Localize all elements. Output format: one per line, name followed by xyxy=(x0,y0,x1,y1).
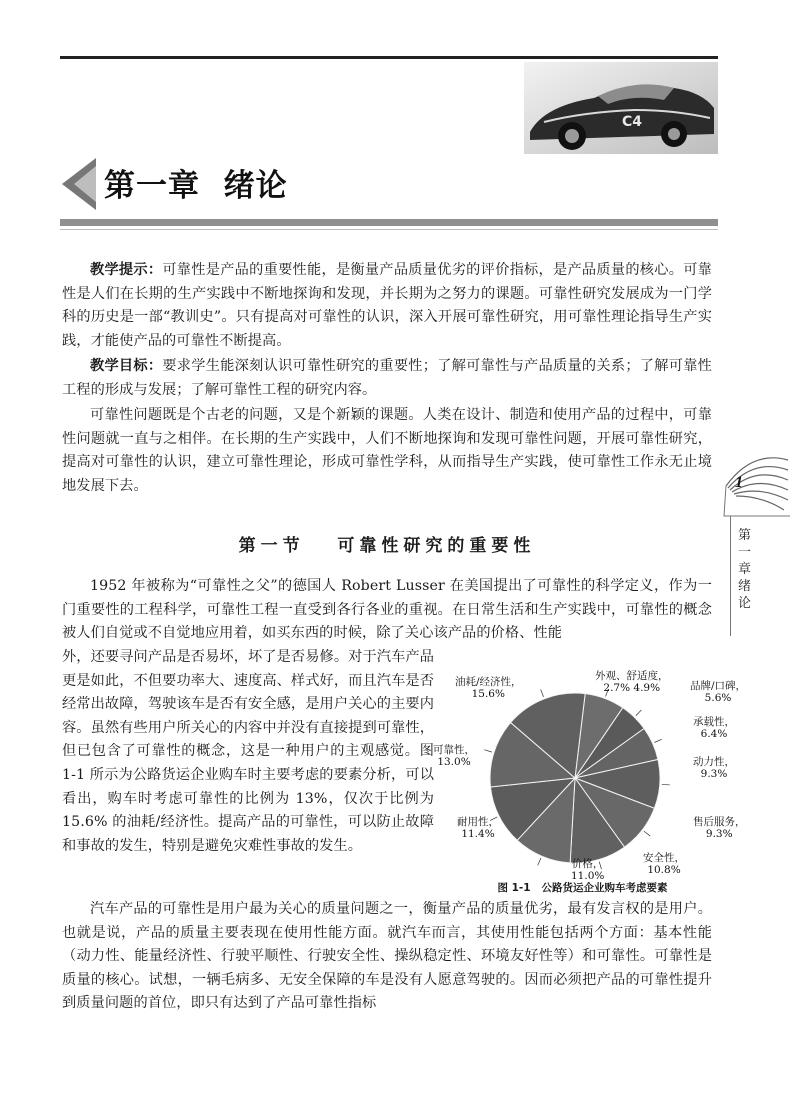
pie-label-value: 13.0% xyxy=(437,756,471,768)
pie-label-value: 11.4% xyxy=(461,828,495,840)
shell-ornament-icon xyxy=(722,450,790,520)
pie-label xyxy=(693,816,746,840)
pie-label-category: 耐用性， xyxy=(457,816,499,828)
chapter-rule-thin xyxy=(60,229,718,230)
side-rule xyxy=(730,516,731,636)
pie-label xyxy=(571,858,604,882)
pie-label xyxy=(693,756,735,780)
pie-leader-line xyxy=(644,831,650,836)
pie-label-category: 安全性， xyxy=(643,852,685,864)
pie-leader-line xyxy=(541,689,544,696)
figure-caption: 图 1-1 公路货运企业购车考虑要素 xyxy=(497,882,668,894)
pie-label-category: 价格， xyxy=(571,858,604,870)
car-banner-image xyxy=(524,62,718,154)
pie-label xyxy=(643,852,685,876)
page-number: 1 xyxy=(735,474,743,491)
pie-label-value: 2.7% 4.9% xyxy=(603,682,661,694)
pie-label-value: 10.8% xyxy=(647,864,681,876)
pie-label-value: 6.4% xyxy=(700,728,728,740)
pie-label-value: 9.3% xyxy=(705,828,733,840)
pie-label xyxy=(457,816,499,840)
pie-label xyxy=(433,744,475,768)
pie-leader-line xyxy=(654,739,661,742)
pie-label-category: 油耗/经济性， xyxy=(455,676,522,688)
pie-label xyxy=(455,676,522,700)
pie-label-value: 15.6% xyxy=(471,688,505,700)
teaching-goal-paragraph xyxy=(62,355,712,402)
pie-leader-line xyxy=(538,858,541,865)
pie-label-category: 售后服务， xyxy=(693,816,746,828)
teaching-tip-paragraph xyxy=(62,259,712,353)
pie-label-category: 承载性， xyxy=(693,716,735,728)
pie-label-category: 动力性， xyxy=(693,756,735,768)
pie-label xyxy=(595,670,669,694)
section-title: 第一节 可靠性研究的重要性 xyxy=(238,536,536,556)
pie-label xyxy=(690,680,746,704)
teaching-tip-label: 教学提示： xyxy=(90,262,163,278)
pie-label-category: 品牌/口碑， xyxy=(690,680,747,692)
pie-label-category: 外观、舒适度， xyxy=(595,670,669,682)
teaching-goal-text: 要求学生能深刻认识可靠性研究的重要性；了解可靠性与产品质量的关系；了解可靠性工程的形成与发展；了解可靠性工程的研究内容。 xyxy=(62,358,712,398)
side-chapter-label: 第一章 绪论 xyxy=(738,528,752,611)
section-paragraph-1: 1952 年被称为“可靠性之父”的德国人 Robert Lusser 在美国提出了可靠性的科学定义，作为一门重要性的工程科学，可靠性工程一直受到各行各业的重视。在日常生活和生产实践中，可靠性的概念被人们自觉或不自觉地应用着，如买东西的时候，除了关心该产品的价格、性能 xyxy=(62,578,712,642)
svg-text:C4: C4 xyxy=(622,114,643,130)
pie-leader-line xyxy=(636,710,642,716)
section-paragraph-2: 汽车产品的可靠性是用户最为关心的质量问题之一，衡量产品的质量优劣，最有发言权的是用户。也就是说，产品的质量主要表现在使用性能方面。就汽车而言，其使用性能包括两个方面：基本性能（动力性、能量经济性、行驶平顺性、行驶安全性、操纵稳定性、环境友好性等）和可靠性。可靠性是质量的核心。试想，一辆毛病多、无安全保障的车是没有人愿意驾驶的。因而必须把产品的可靠性提升到质量问题的首位，即只有达到了产品可靠性指标 xyxy=(62,901,712,1012)
teaching-tip-text: 可靠性是产品的重要性能，是衡量产品质量优劣的评价指标，是产品质量的核心。可靠性是人们在长期的生产实践中不断地探询和发现，并长期为之努力的课题。可靠性研究发展成为一门学科的历史是一部“教训史”。只有提高对可靠性的认识，深入开展可靠性研究，用可靠性理论指导生产实践，才能使产品的可靠性不断提高。 xyxy=(62,262,712,349)
pie-label xyxy=(693,716,735,740)
pie-label-value: 9.3% xyxy=(700,768,728,780)
pie-leader-line xyxy=(662,784,670,785)
intro-paragraph: 可靠性问题既是个古老的问题，又是个新颖的课题。人类在设计、制造和使用产品的过程中，可靠性问题就一直与之相伴。在长期的生产实践中，人们不断地探询和发现可靠性问题，开展可靠性研究，提高对可靠性的认识，建立可靠性理论，形成可靠性学科，从而指导生产实践，使可靠性工作永无止境地发展下去。 xyxy=(62,407,712,494)
pie-leader-line xyxy=(484,750,492,752)
pie-label-category: 可靠性， xyxy=(433,744,475,756)
chapter-title: 第一章 绪论 xyxy=(104,168,288,204)
chapter-arrow-icon xyxy=(62,158,96,210)
top-rule xyxy=(60,56,718,59)
chapter-rule xyxy=(60,219,718,226)
pie-label-value: 5.6% xyxy=(704,692,732,704)
teaching-goal-label: 教学目标： xyxy=(90,358,163,374)
section-paragraph-1-wrap: 外，还要寻问产品是否易坏，坏了是否易修。对于汽车产品更是如此，不但要功率大、速度高、样式好，而且汽车是否经常出故障，驾驶该车是否有安全感，是用户关心的主要内容。虽然有些用户所关心的内容中并没有直接提到可靠性，但已包含了可靠性的概念，这是一种用户的主观感觉。图 1-1 所示为公路货运企业购车时主要考虑的要素分析，可以看出，购车时考虑可靠性的比例为 13%，仅次于比例为 15.6% 的油耗/经济性。提高产品的可靠性，可以防止故障和事故的发生，特别是避免灾难性事故的发生。 xyxy=(62,649,434,854)
pie-label-value: 11.0% xyxy=(571,870,605,882)
